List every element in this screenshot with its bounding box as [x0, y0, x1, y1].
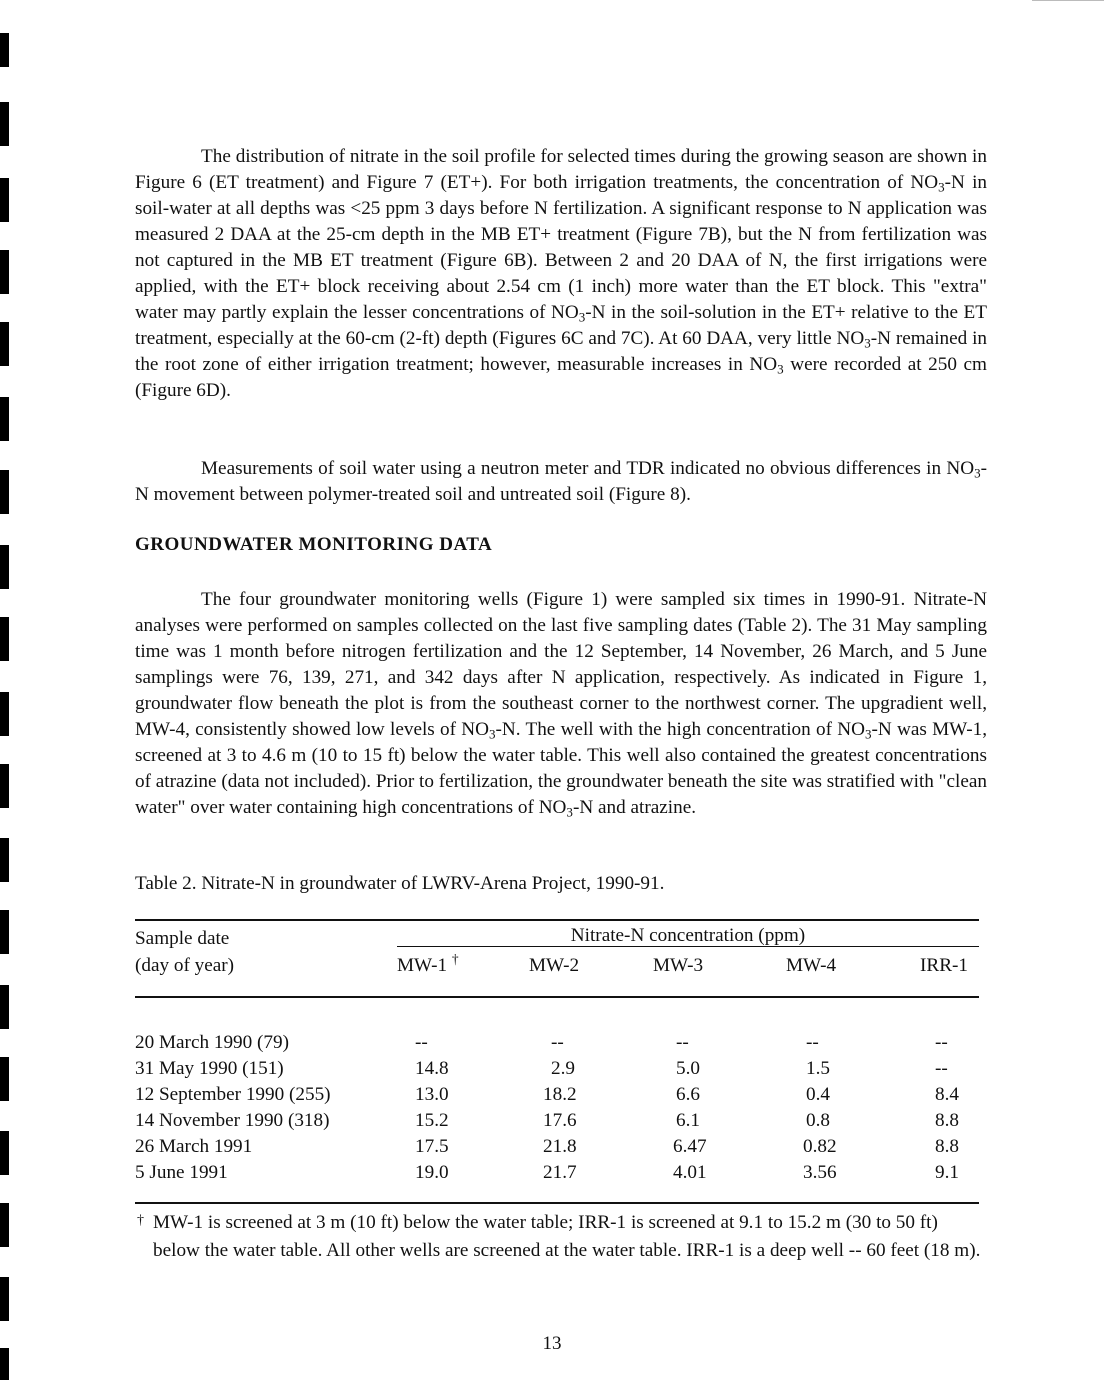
cell-mw3: 4.01: [673, 1162, 707, 1183]
subscript: 3: [578, 309, 586, 325]
cell-mw1: 14.8: [415, 1058, 449, 1079]
subscript: 3: [864, 726, 872, 742]
subscript: 3: [938, 179, 945, 195]
cell-mw1: 15.2: [415, 1110, 449, 1131]
col-header-mw2: MW-2: [529, 955, 580, 976]
binding-mark: [0, 545, 9, 589]
cell-mw2: 17.6: [543, 1110, 577, 1131]
binding-mark: [0, 178, 9, 222]
paragraph-groundwater-wells: [135, 587, 987, 821]
table-bottom-rule: [135, 1202, 979, 1204]
cell-mw2: --: [551, 1032, 564, 1053]
cell-irr1: 8.8: [935, 1110, 959, 1131]
binding-mark: [0, 33, 9, 67]
cell-mw1: 13.0: [415, 1084, 449, 1105]
cell-mw2: 2.9: [551, 1058, 575, 1079]
text-run: -N was MW-1, screened at 3 to 4.6 m (10 to 15 ft) below the water table. This well also contained the greatest concentrations of atrazine (data not included). Prior to fertilization, the groundwater beneath the site was stratified with "clean water" over water containing high concentrations of NO: [135, 719, 987, 818]
row-date: 26 March 1991: [135, 1136, 253, 1157]
cell-mw1: --: [415, 1032, 428, 1053]
binding-mark: [0, 617, 9, 661]
binding-mark: [0, 838, 9, 882]
cell-mw2: 21.7: [543, 1162, 577, 1183]
col-header-mw4: MW-4: [786, 955, 837, 976]
table-top-rule: [135, 919, 979, 921]
cell-irr1: --: [935, 1058, 948, 1079]
binding-mark: [0, 102, 9, 146]
cell-irr1: 8.4: [935, 1084, 959, 1105]
text-run: Measurements of soil water using a neutron meter and TDR indicated no obvious differences in NO: [201, 458, 975, 479]
dagger-mark: †: [451, 951, 459, 967]
row-date: 20 March 1990 (79): [135, 1032, 289, 1053]
footnote-text: MW-1 is screened at 3 m (10 ft) below the water table; IRR-1 is screened at 9.1 to 15.2 m (30 to 50 ft) below the water table. All other wells are screened at the water table. IRR-1 is a deep well -- 60 feet (18 m).: [153, 1212, 981, 1261]
paragraph-soil-water-measurements: [135, 456, 987, 508]
col-header-mw3: MW-3: [653, 955, 704, 976]
row-date: 5 June 1991: [135, 1162, 228, 1183]
cell-mw4: 3.56: [803, 1162, 837, 1183]
binding-mark: [0, 322, 9, 366]
cell-mw3: 6.47: [673, 1136, 707, 1157]
row-date: 12 September 1990 (255): [135, 1084, 331, 1105]
binding-mark: [0, 764, 9, 808]
cell-mw4: 1.5: [806, 1058, 830, 1079]
text-run: were recorded at 250 cm (Figure 6D).: [135, 354, 987, 401]
table-header-rule: [135, 996, 979, 998]
text-run: -N remained in the root zone of either irrigation treatment; however, measurable increases in NO: [135, 328, 987, 375]
footnote-dagger: †: [137, 1213, 144, 1228]
nitrate-concentration-header: Nitrate-N concentration (ppm): [397, 926, 979, 947]
cell-irr1: 8.8: [935, 1136, 959, 1157]
row-date: 31 May 1990 (151): [135, 1058, 284, 1079]
section-heading: GROUNDWATER MONITORING DATA: [135, 534, 493, 555]
cell-mw4: 0.8: [806, 1110, 830, 1131]
col-header-label: MW-1: [397, 955, 448, 976]
paragraph-nitrate-distribution: [135, 144, 987, 404]
sample-date-header: Sample date: [135, 928, 230, 949]
binding-mark: [0, 1203, 9, 1247]
text-run: The distribution of nitrate in the soil profile for selected times during the growing season are shown in Figure 6 (ET treatment) and Figure 7 (ET+). For both irrigation treatments, the concentration of NO: [135, 146, 987, 193]
subscript: 3: [566, 804, 573, 820]
subscript: 3: [974, 465, 981, 481]
cell-mw2: 18.2: [543, 1084, 577, 1105]
table-footnote: [135, 1209, 987, 1265]
subscript: 3: [777, 361, 784, 377]
binding-mark: [0, 692, 9, 736]
binding-mark: [0, 1131, 9, 1175]
binding-mark: [0, 397, 9, 441]
cell-mw1: 19.0: [415, 1162, 449, 1183]
col-header-mw1: [397, 953, 459, 979]
text-run: -N and atrazine.: [572, 797, 697, 818]
subscript: 3: [864, 335, 871, 351]
text-run: -N in soil-water at all depths was <25 ppm 3 days before N fertilization. A significant response to N application was measured 2 DAA at the 25-cm depth in the MB ET+ treatment (Figure 7B), but the N from fertilization was not captured in the MB ET treatment (Figure 6B). Between 2 and 20 DAA of N, the first irrigations were applied, with the ET+ block receiving about 2.54 cm (1 inch) more water than the ET block. This "extra" water may partly explain the lesser concentrations of NO: [135, 172, 987, 323]
col-header-irr1: IRR-1: [920, 955, 968, 976]
cell-mw4: --: [806, 1032, 819, 1053]
binding-mark: [0, 910, 9, 954]
cell-mw2: 21.8: [543, 1136, 577, 1157]
binding-mark: [0, 985, 9, 1029]
cell-mw3: 5.0: [676, 1058, 700, 1079]
cell-mw3: 6.6: [676, 1084, 700, 1105]
cell-mw3: --: [676, 1032, 689, 1053]
table-caption: Table 2. Nitrate-N in groundwater of LWRV-Arena Project, 1990-91.: [135, 873, 665, 894]
cell-mw3: 6.1: [676, 1110, 700, 1131]
page-number: 13: [542, 1333, 562, 1354]
subscript: 3: [488, 726, 496, 742]
day-of-year-header: (day of year): [135, 955, 235, 976]
text-run: -N movement between polymer-treated soil and untreated soil (Figure 8).: [135, 458, 987, 505]
cell-mw1: 17.5: [415, 1136, 449, 1157]
cell-mw4: 0.82: [803, 1136, 837, 1157]
binding-mark: [0, 1057, 9, 1101]
row-date: 14 November 1990 (318): [135, 1110, 330, 1131]
text-run: The four groundwater monitoring wells (Figure 1) were sampled six times in 1990-91. Nitrate-N analyses were performed on samples collected on the last five sampling dates (Table 2). The 31 May sampling time was 1 month before nitrogen fertilization and the 12 September, 14 November, 26 March, and 5 June samplings were 76, 139, 271, and 342 days after N application, respectively. As indicated in Figure 1, groundwater flow beneath the plot is from the southeast corner to the northwest corner. The upgradient well, MW-4, consistently showed low levels of NO: [135, 589, 987, 740]
cell-irr1: --: [935, 1032, 948, 1053]
text-run: -N in the soil-solution in the ET+ relative to the ET treatment, especially at the 60-cm (2-ft) depth (Figures 6C and 7C). At 60 DAA, very little NO: [135, 302, 987, 349]
cell-mw4: 0.4: [806, 1084, 830, 1105]
cell-irr1: 9.1: [935, 1162, 959, 1183]
binding-mark: [0, 470, 9, 514]
scan-edge-line: [1032, 0, 1104, 1]
binding-mark: [0, 250, 9, 294]
text-run: -N. The well with the high concentration of NO: [495, 719, 865, 740]
binding-mark: [0, 1277, 9, 1321]
